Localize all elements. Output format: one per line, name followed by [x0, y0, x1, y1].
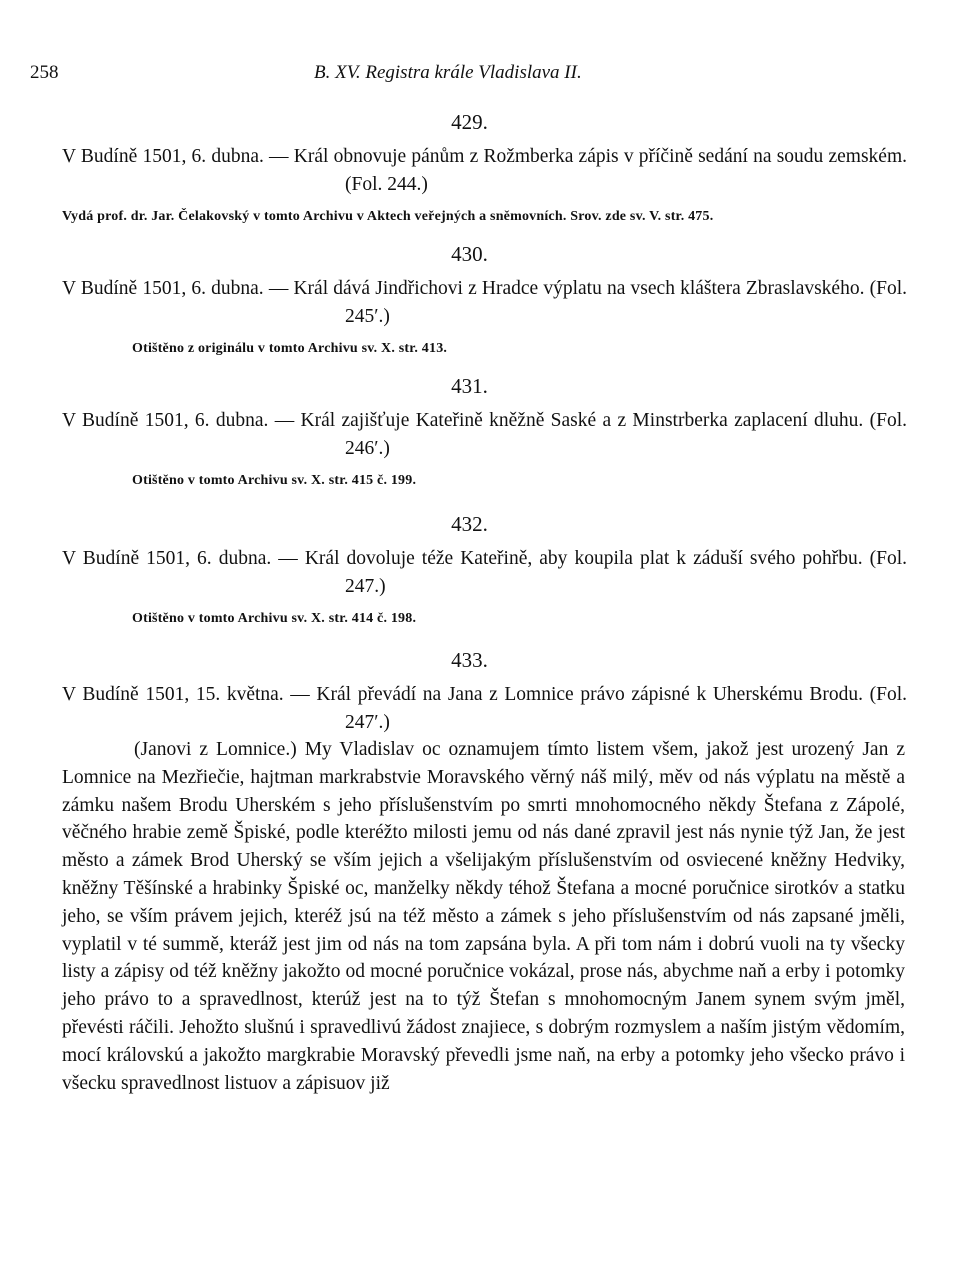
entry-regest: V Budíně 1501, 6. dubna. — Král dovoluje téže Kateřině, aby koupila plat k záduší svého pohřbu. (Fol. 247.) [62, 548, 907, 597]
entry-note: Otištěno z originálu v tomto Archivu sv. X. str. 413. [132, 341, 448, 356]
running-title: B. XV. Registra krále Vladislava II. [314, 62, 582, 83]
entry-430 [62, 242, 907, 357]
entry-note: Otištěno v tomto Archivu sv. X. str. 415 č. 199. [132, 473, 417, 488]
body-text: My Vladislav oc oznamujem tímto listem všem, jakož jest urozený Jan z Lomnice na Mezřiečie, hajtman markrabstvie Moravského věrný náš milý, měv od nás výplatu na městě a zámku našem Brodu Uherském s jeho příslušenstvím po smrti mnohomocného někdy Štefana z Zápolé, věčného hrabie země Špiské, podle kteréžto milosti jemu od nás dané zpravil jest nás nynie týž Jan, že jest město a zámek Brod Uherský se vším jejich a všelijakým příslušenstvím od osviecené kněžny Hedviky, kněžny Těšínské a hrabinky Špiské oc, manželky někdy téhož Štefana a mocné poručnice sirotkóv a statku jeho, se vším právem jejich, kteréž jsú na též město a zámek s jeho příslušenstvím od nás zapsané jměli, vyplatil v té summě, kteráž jest jim od nás na tom zapsána byla. A při tom nám i dobrú vuoli na ty všecky listy a zápisy od též kněžny jakožto od mocné poručnice vokázal, prose nás, abychme naň a erby i potomky jeho právo to a spravedlnost, kterúž jest na to týž Štefan s mnohomocným Janem synem svým jměl, převésti ráčili. Jehožto slušnú i spravedlivú žádost znajiece, s dobrým rozmyslem a naším jistým vědomím, mocí královskú a jakožto margkrabie Moravský převedli jsme naň, na erby a potomky jeho všecko právo i všecku spravedlnost listuov a zápisuov již [62, 739, 905, 1094]
entry-431 [62, 374, 907, 489]
entry-number: 429. [451, 110, 488, 134]
document-body [62, 736, 905, 1097]
entry-note: Otištěno v tomto Archivu sv. X. str. 414 č. 198. [132, 611, 417, 626]
entry-regest: V Budíně 1501, 6. dubna. — Král zajišťuje Kateřině kněžně Saské a z Minstrberka zaplacení dluhu. (Fol. 246′.) [62, 410, 907, 459]
entry-regest: V Budíně 1501, 15. května. — Král převádí na Jana z Lomnice právo zápisné k Uherskému Brodu. (Fol. 247′.) [62, 684, 907, 733]
body-heading: (Janovi z Lomnice.) [134, 739, 297, 760]
body-paragraph [62, 736, 905, 1097]
page-header [30, 62, 910, 88]
entry-number: 433. [451, 648, 488, 672]
entry-432 [62, 512, 907, 627]
entry-number: 431. [451, 374, 488, 398]
entry-429 [62, 110, 907, 225]
entry-number: 432. [451, 512, 488, 536]
entry-regest: V Budíně 1501, 6. dubna. — Král obnovuje pánům z Rožmberka zápis v příčině sedání na soudu zemském. (Fol. 244.) [62, 146, 907, 195]
page-number: 258 [30, 62, 59, 83]
entry-number: 430. [451, 242, 488, 266]
entry-433 [62, 648, 907, 737]
entry-regest: V Budíně 1501, 6. dubna. — Král dává Jindřichovi z Hradce výplatu na vsech kláštera Zbraslavského. (Fol. 245′.) [62, 278, 907, 327]
entry-note: Vydá prof. dr. Jar. Čelakovský v tomto Archivu v Aktech veřejných a sněmovních. Srov. zde sv. V. str. 475. [62, 209, 714, 224]
